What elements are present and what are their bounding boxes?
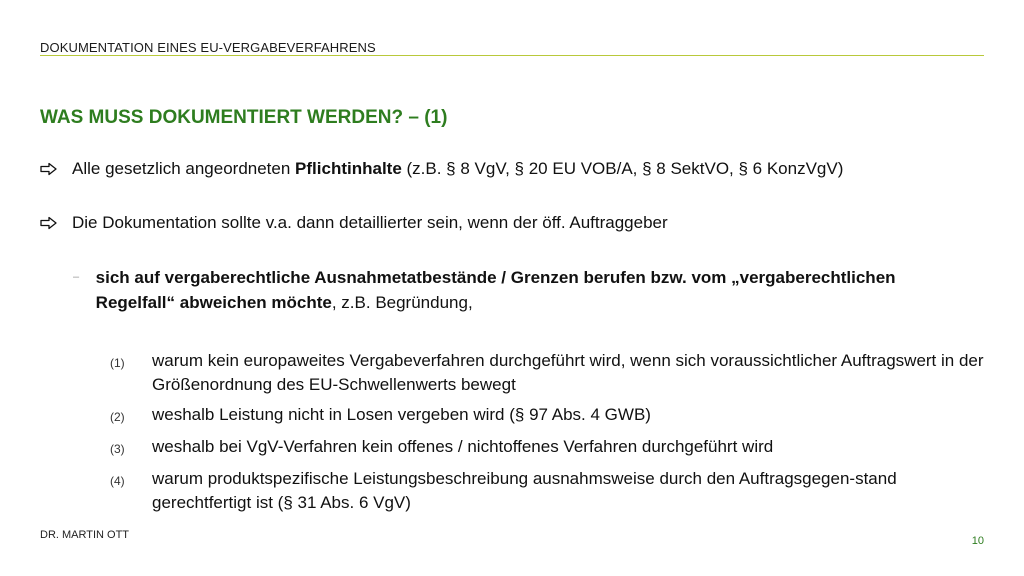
list-item (110, 467, 990, 515)
item-number: (3) (110, 442, 125, 456)
bullet-text-1: Alle gesetzlich angeordneten Pflichtinhalte (z.B. § 8 VgV, § 20 EU VOB/A, § 8 SektVO, § 6 KonzVgV) (72, 159, 844, 178)
item-text: weshalb bei VgV-Verfahren kein offenes / nichtoffenes Verfahren durchgeführt wird (152, 437, 774, 456)
slide-title: WAS MUSS DOKUMENTIERT WERDEN? – (1) (40, 107, 448, 128)
item-number: (1) (110, 356, 125, 370)
header-divider (40, 55, 984, 56)
bold-term: Pflichtinhalte (295, 159, 402, 178)
item-text: warum produktspezifische Leistungsbeschreibung ausnahmsweise durch den Auftragsgegen-stand gerechtfertigt ist (§ 31 Abs. 6 VgV) (152, 469, 897, 512)
item-number: (4) (110, 474, 125, 488)
footer-author: DR. MARTIN OTT (40, 529, 130, 541)
bullet-item-1 (40, 158, 843, 180)
list-item (110, 435, 990, 461)
sub-bullet-text: sich auf vergaberechtliche Ausnahmetatbestände / Grenzen berufen bzw. vom „vergaberechtlichen Regelfall“ abweichen möchte, z.B. Begründung, (95, 268, 896, 312)
item-text: warum kein europaweites Vergabeverfahren durchgeführt wird, wenn sich voraussichtlicher Auftragswert in der Größenordnung des EU-Schwellenwerts bewegt (152, 351, 984, 394)
bullet-text-2: Die Dokumentation sollte v.a. dann detaillierter sein, wenn der öff. Auftraggeber (72, 213, 668, 232)
item-text: weshalb Leistung nicht in Losen vergeben wird (§ 97 Abs. 4 GWB) (152, 405, 651, 424)
arrow-right-icon (40, 158, 72, 176)
bullet-item-2 (40, 212, 668, 234)
numbered-list (110, 349, 990, 521)
page-number: 10 (971, 535, 984, 547)
dash-marker: – (73, 271, 80, 283)
header-title: DOKUMENTATION EINES EU-VERGABEVERFAHRENS (40, 40, 376, 55)
arrow-right-icon (40, 212, 72, 230)
item-number: (2) (110, 410, 125, 424)
list-item (110, 349, 990, 397)
sub-bullet (73, 265, 933, 315)
list-item (110, 403, 990, 429)
